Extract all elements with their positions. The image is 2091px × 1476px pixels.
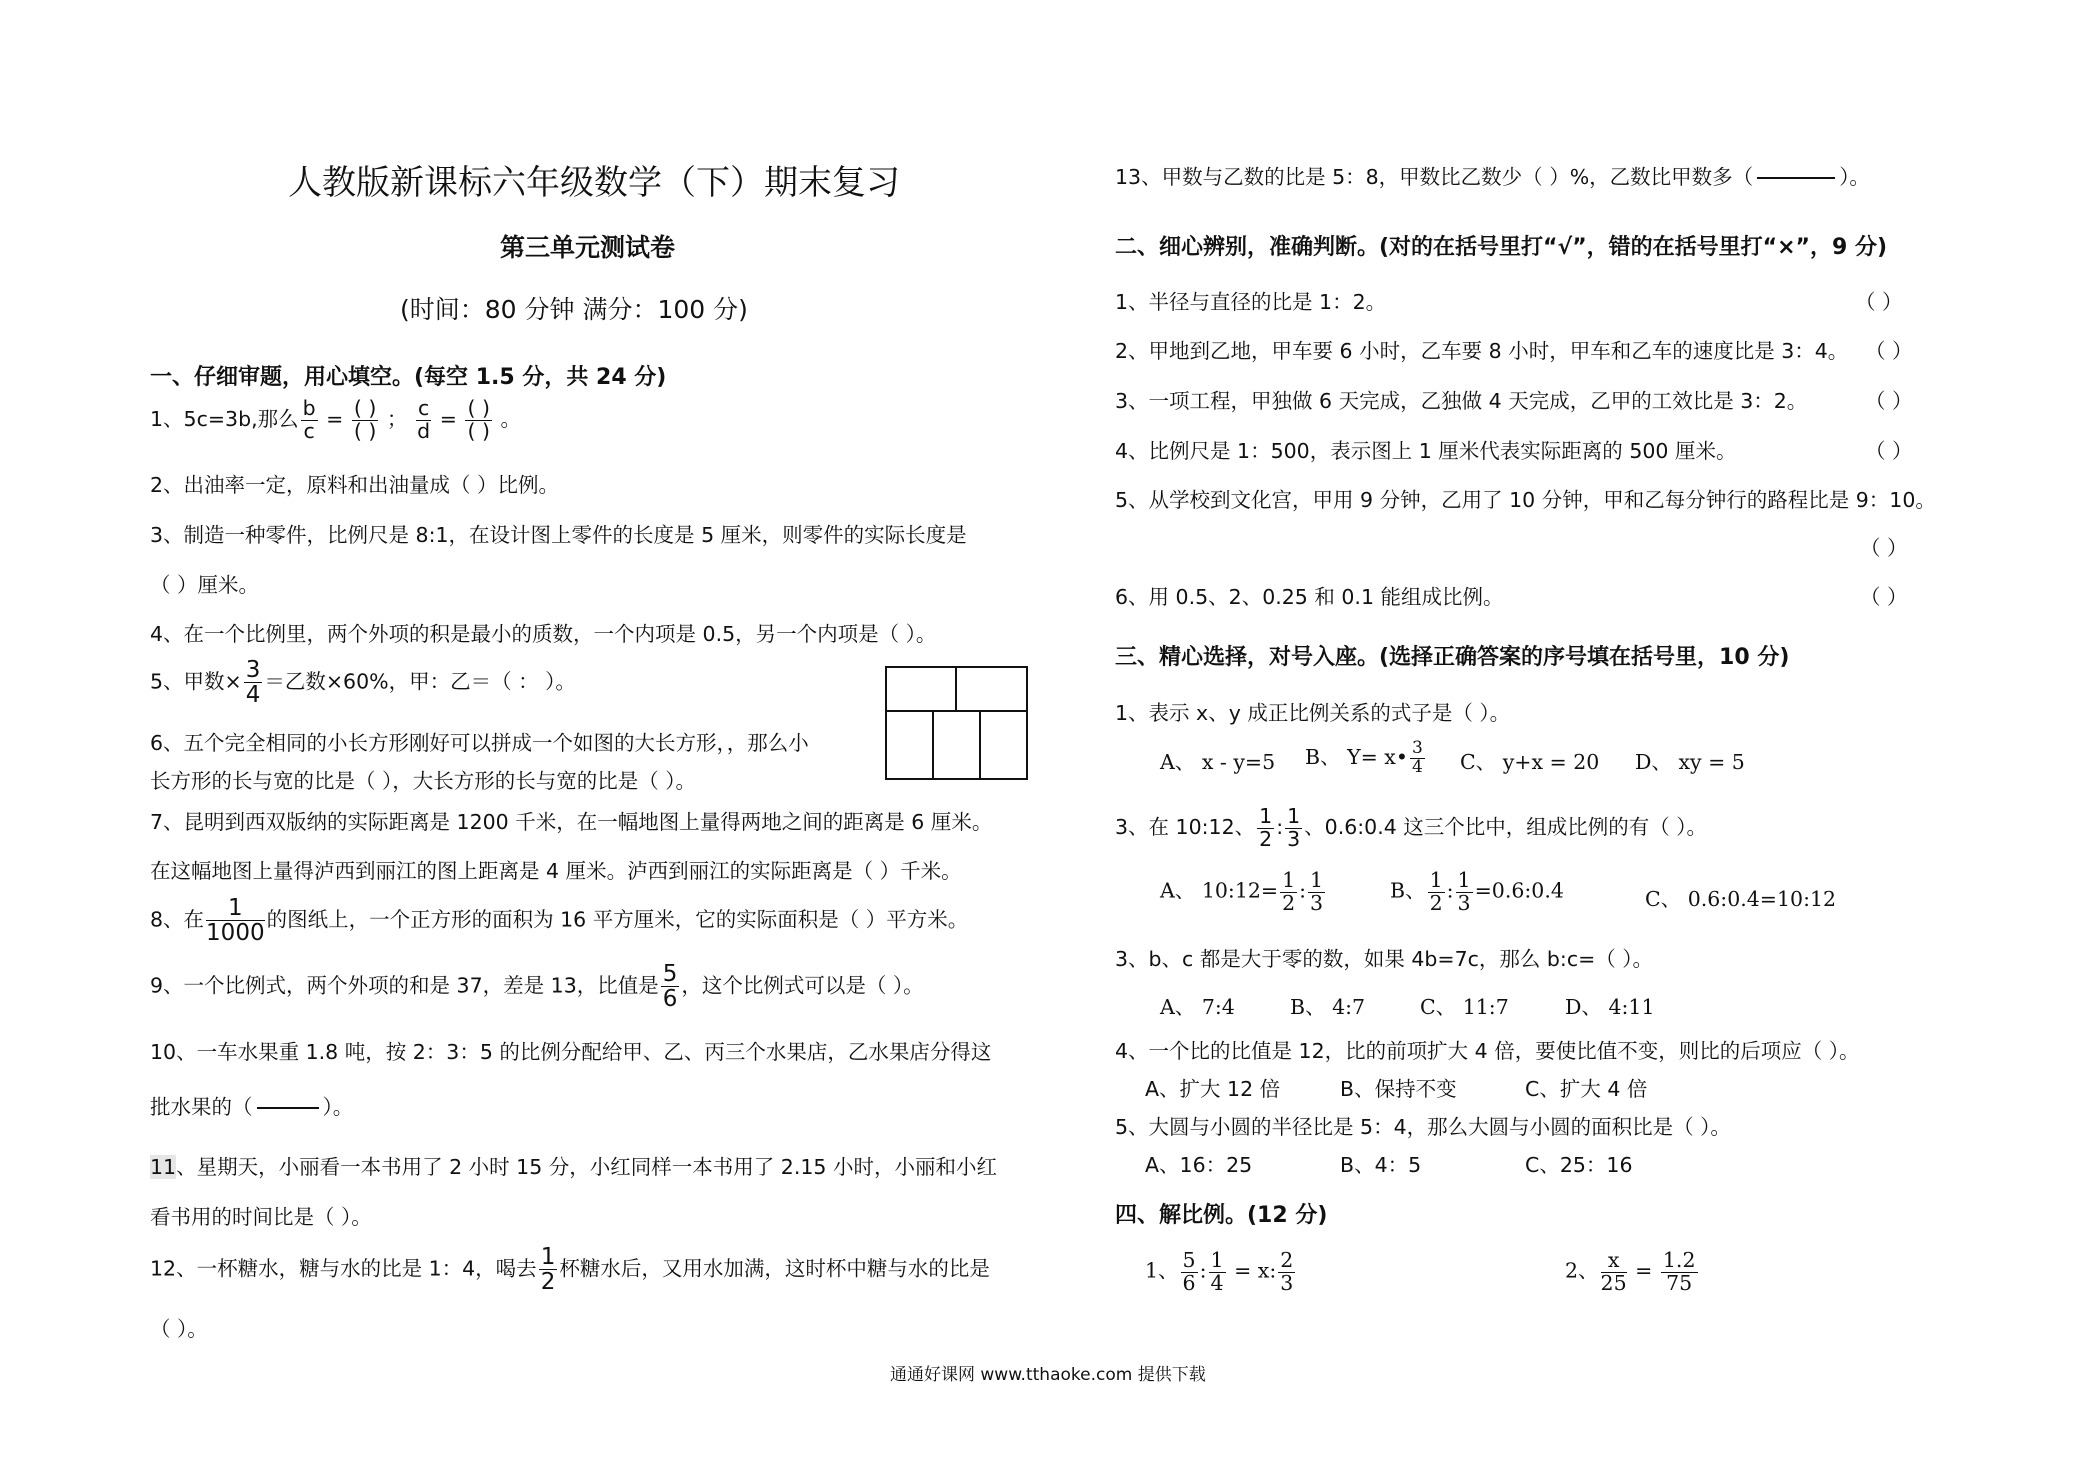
fraction-x-25: $\frac{x}{25}$ [1600,1248,1627,1295]
choice-4-option-c[interactable]: C、扩大 4 倍 [1525,1077,1648,1101]
choice-3-option-a[interactable]: A、 7:4 [1160,995,1235,1019]
choice-2-option-a[interactable]: A、 10:12= $\frac{1}{2}$ : $\frac{1}{3}$ [1160,868,1324,915]
judge-paren-2[interactable]: （ ） [1865,339,1913,363]
q11-number-highlight: 11 [150,1155,177,1179]
fraction-b-c: $\frac{b}{c}$ [302,396,316,443]
judge-item-4: 4、比例尺是 1：500，表示图上 1 厘米代表实际距离的 500 厘米。 [1115,439,1737,463]
question-13: 13、甲数与乙数的比是 5：8，甲数比乙数少（ ）%，乙数比甲数多（ ）。 [1115,165,1870,189]
proportion-problem-2: 2、 $\frac{x}{25}$ = $\frac{1.2}{75}$ [1565,1248,1696,1295]
choice-5: 5、大圆与小圆的半径比是 5：4，那么大圆与小圆的面积比是（ ）。 [1115,1115,1731,1139]
q1-prefix: 1、5c=3b,那么 [150,407,299,432]
question-8: 8、在 $\frac{1}{1000}$ 的图纸上，一个正方形的面积为 16 平方厘米，它的实际面积是（ ）平方米。 [150,895,969,947]
choice-1-option-a[interactable]: A、 x - y=5 [1160,750,1276,774]
fraction-1-1000: $\frac{1}{1000}$ [206,895,265,947]
choice-2-option-c[interactable]: C、 0.6:0.4=10:12 [1645,887,1837,911]
choice-1-option-c[interactable]: C、 y+x = 20 [1460,750,1600,774]
answer-blank-line[interactable] [257,1107,319,1109]
choice-3: 3、b、c 都是大于零的数，如果 4b=7c，那么 b:c=（ ）。 [1115,947,1654,971]
fraction-1.2-75: $\frac{1.2}{75}$ [1662,1248,1696,1295]
question-12-line1: 12、一杯糖水，糖与水的比是 1：4，喝去 $\frac{1}{2}$ 杯糖水后，又用水加满，这时杯中糖与水的比是 [150,1244,990,1296]
choice-1: 1、表示 x、y 成正比例关系的式子是（ ）。 [1115,701,1511,725]
section1-heading: 一、仔细审题，用心填空。(每空 1.5 分，共 24 分) [150,365,667,390]
choice-5-option-a[interactable]: A、16：25 [1145,1153,1253,1177]
footer-credit: 通通好课网 www.tthaoke.com 提供下载 [890,1365,1206,1385]
question-3-line2: （ ）厘米。 [150,573,260,597]
section2-heading: 二、细心辨别，准确判断。(对的在括号里打“√”，错的在括号里打“×”，9 分) [1115,235,1888,260]
page-subtitle: 第三单元测试卷 [500,233,676,262]
judge-paren-6[interactable]: （ ） [1860,585,1908,609]
small-rectangle-top-right [955,666,1028,712]
choice-1-option-b[interactable]: B、 Y= x• $\frac{3}{4}$ [1305,738,1423,777]
fraction-c-d: $\frac{c}{d}$ [417,396,431,443]
fraction-third-b: $\frac{1}{3}$ [1457,868,1471,915]
question-2: 2、出油率一定，原料和出油量成（ ）比例。 [150,473,560,497]
time-info: (时间：80 分钟 满分：100 分) [400,295,748,324]
question-10-line2: 批水果的（ ）。 [150,1095,354,1119]
judge-item-1: 1、半径与直径的比是 1：2。 [1115,290,1387,314]
question-7-line2: 在这幅地图上量得泸西到丽江的图上距离是 4 厘米。泸西到丽江的实际距离是（ ）千米。 [150,859,962,883]
judge-item-3: 3、一项工程，甲独做 6 天完成，乙独做 4 天完成，乙甲的工效比是 3：2。 [1115,389,1808,413]
judge-item-5: 5、从学校到文化宫，甲用 9 分钟，乙用了 10 分钟，甲和乙每分钟行的路程比是 9：10。 [1115,488,1936,512]
choice-4-option-a[interactable]: A、扩大 12 倍 [1145,1077,1281,1101]
question-9: 9、一个比例式，两个外项的和是 37，差是 13，比值是 $\frac{5}{6}$ ，这个比例式可以是（ ）。 [150,961,924,1013]
question-6-line1: 6、五个完全相同的小长方形刚好可以拼成一个如图的大长方形，，那么小 [150,731,809,755]
fraction-3-4: $\frac{3}{4}$ [245,657,261,709]
choice-1-option-d[interactable]: D、 xy = 5 [1635,750,1745,774]
question-4: 4、在一个比例里，两个外项的积是最小的质数，一个内项是 0.5，另一个内项是（ ）。 [150,622,937,646]
question-11-line1: 11、星期天，小丽看一本书用了 2 小时 15 分，小红同样一本书用了 2.15 小时，小丽和小红 [150,1155,997,1179]
fraction-third: $\frac{1}{3}$ [1287,804,1301,851]
answer-blank-fraction-1[interactable]: $\frac{( )}{( )}$ [353,396,377,443]
choice-3-option-c[interactable]: C、 11:7 [1420,995,1509,1019]
judge-paren-1[interactable]: （ ） [1855,290,1903,314]
answer-blank-fraction-2[interactable]: $\frac{( )}{( )}$ [467,396,490,443]
question-1: 1、5c=3b,那么 $\frac{b}{c}$ = $\frac{( )}{( )}$ ； $\frac{c}{d}$ = $\frac{( )}{( )}$ 。 [150,396,522,443]
choice-5-option-c[interactable]: C、25：16 [1525,1153,1633,1177]
fraction-half-b: $\frac{1}{2}$ [1429,868,1443,915]
fraction-3-4-option: $\frac{3}{4}$ [1411,738,1423,777]
question-3-line1: 3、制造一种零件，比例尺是 8:1，在设计图上零件的长度是 5 厘米，则零件的实际长度是 [150,523,967,547]
small-rectangle-bottom-3 [979,710,1028,780]
choice-3-option-d[interactable]: D、 4:11 [1565,995,1655,1019]
small-rectangle-top-left [885,666,957,712]
small-rectangle-bottom-1 [885,710,934,780]
question-10-line1: 10、一车水果重 1.8 吨，按 2：3：5 的比例分配给甲、乙、丙三个水果店，乙水果店分得这 [150,1040,992,1064]
judge-paren-5[interactable]: （ ） [1860,536,1908,560]
fraction-half-a: $\frac{1}{2}$ [1282,868,1296,915]
choice-2-option-b[interactable]: B、 $\frac{1}{2}$ : $\frac{1}{3}$ =0.6:0.4 [1390,868,1564,915]
question-6-line2: 长方形的长与宽的比是（ ），大长方形的长与宽的比是（ ）。 [150,769,697,793]
judge-paren-4[interactable]: （ ） [1865,439,1913,463]
choice-4: 4、一个比的比值是 12，比的前项扩大 4 倍，要使比值不变，则比的后项应（ ）。 [1115,1039,1860,1063]
answer-blank-line-13[interactable] [1757,177,1835,179]
choice-5-option-b[interactable]: B、4：5 [1340,1153,1422,1177]
fraction-5-6: $\frac{5}{6}$ [662,961,678,1013]
section4-heading: 四、解比例。(12 分) [1115,1203,1328,1228]
choice-4-option-b[interactable]: B、保持不变 [1340,1077,1457,1101]
fraction-half: $\frac{1}{2}$ [1259,804,1273,851]
choice-3-option-b[interactable]: B、 4:7 [1290,995,1366,1019]
proportion-problem-1: 1、 $\frac{5}{6}$ : $\frac{1}{4}$ = x: $\frac{2}{3}$ [1145,1248,1294,1295]
question-7-line1: 7、昆明到西双版纳的实际距离是 1200 千米，在一幅地图上量得两地之间的距离是 6 厘米。 [150,810,993,834]
fraction-third-a: $\frac{1}{3}$ [1310,868,1324,915]
question-5: 5、甲数× $\frac{3}{4}$ ＝乙数×60%，甲：乙＝（ ： ）。 [150,657,576,709]
fraction-5-6-p: $\frac{5}{6}$ [1182,1248,1196,1295]
small-rectangle-bottom-2 [932,710,981,780]
judge-item-2: 2、甲地到乙地，甲车要 6 小时，乙车要 8 小时，甲车和乙车的速度比是 3：4。 [1115,339,1849,363]
judge-paren-3[interactable]: （ ） [1865,389,1913,413]
question-12-line2: （ ）。 [150,1317,208,1341]
judge-item-6: 6、用 0.5、2、0.25 和 0.1 能组成比例。 [1115,585,1504,609]
fraction-2-3-p: $\frac{2}{3}$ [1280,1248,1294,1295]
fraction-1-4-p: $\frac{1}{4}$ [1210,1248,1224,1295]
question-11-line2: 看书用的时间比是（ ）。 [150,1205,372,1229]
fraction-1-2: $\frac{1}{2}$ [540,1244,556,1296]
choice-2: 3、在 10:12、 $\frac{1}{2}$ : $\frac{1}{3}$ 、0.6:0.4 这三个比中，组成比例的有（ ）。 [1115,804,1708,851]
page-title: 人教版新课标六年级数学（下）期末复习 [288,163,900,203]
section3-heading: 三、精心选择，对号入座。(选择正确答案的序号填在括号里，10 分) [1115,645,1790,670]
